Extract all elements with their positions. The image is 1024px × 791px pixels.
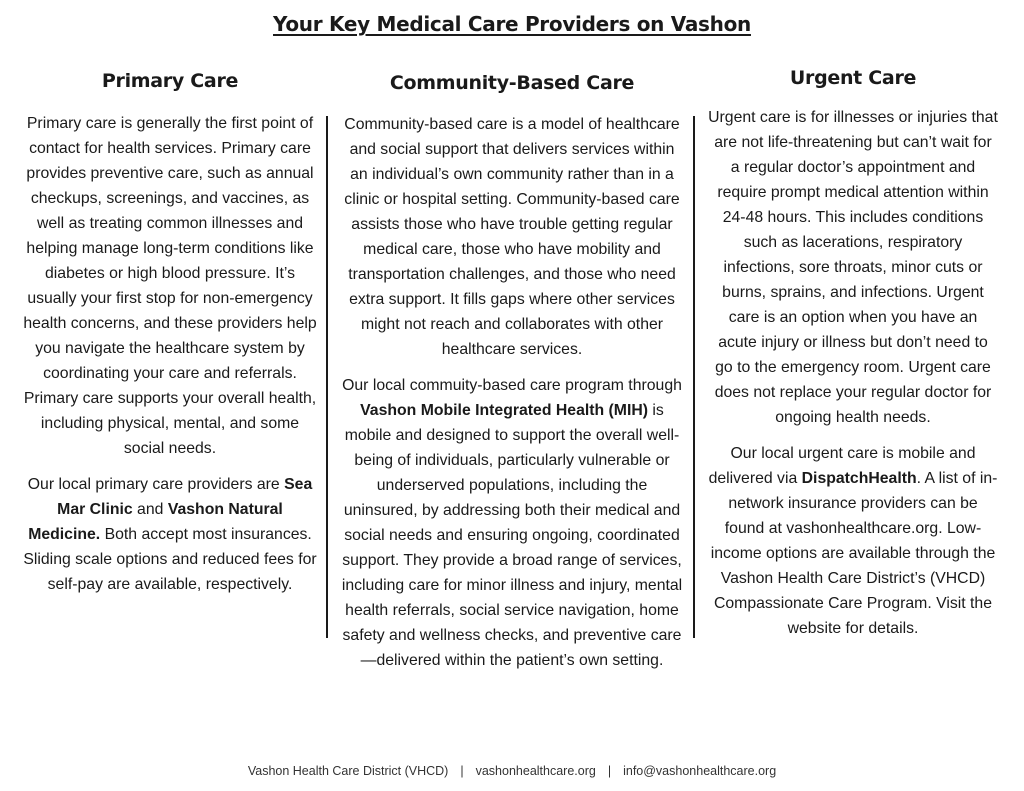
urgent-care-column: [708, 66, 998, 641]
community-care-heading: Community-Based Care: [389, 72, 635, 94]
community-care-local-program: [340, 373, 684, 673]
primary-care-heading: Primary Care: [101, 70, 239, 92]
program-vashon-mih: Vashon Mobile Integrated Health (MIH): [360, 402, 649, 419]
primary-care-description: Primary care is generally the first point of contact for health services. Primary care provides preventive care, such as annual checkups, screenings, and vaccines, as well as treating common illnesses and helping manage long-term conditions like diabetes or high blood pressure. It’s usually your first stop for non-emergency health concerns, and these providers help you navigate the healthcare system by coordinating your care and referrals. Primary care supports your overall health, including physical, mental, and some social needs.: [23, 115, 317, 457]
page-title: [0, 12, 1024, 36]
column-divider-right: [693, 116, 695, 638]
column-divider-left: [326, 116, 328, 638]
primary-care-and: and: [132, 501, 168, 518]
community-care-program-details: is mobile and designed to support the overall well-being of individuals, particularly vulnerable or underserved populations, including the uninsured, by addressing both their medical and social needs and ensuring ongoing, coordinated support. They provide a broad range of services, including care for minor illness and injury, mental health referrals, social service navigation, home safety and wellness checks, and preventive care—delivered within the patient’s own setting.: [341, 402, 683, 669]
primary-care-column: [22, 69, 318, 597]
page-footer: [0, 764, 1024, 778]
primary-care-local-providers: [22, 472, 318, 597]
urgent-care-heading: Urgent Care: [789, 67, 917, 89]
urgent-care-description: Urgent care is for illnesses or injuries that are not life-threatening but can’t wait for a regular doctor’s appointment and require prompt medical attention within 24-48 hours. This includes conditions such as lacerations, respiratory infections, sore throats, minor cuts or burns, sprains, and infections. Urgent care is an option when you have an acute injury or illness but don’t need to go to the emergency room. Urgent care does not replace your regular doctor for ongoing health needs.: [708, 109, 998, 426]
footer-org-name: Vashon Health Care District (VHCD): [247, 764, 449, 778]
footer-separator: |: [607, 764, 612, 778]
footer-email: info@vashonhealthcare.org: [623, 764, 777, 778]
page-title-text: Your Key Medical Care Providers on Vashon: [273, 12, 751, 36]
provider-vashon-natural-medicine: Vashon Natural Medicine.: [28, 501, 283, 543]
urgent-care-provider-details: . A list of in-network insurance providers can be found at vashonhealthcare.org. Low-income options are available through the Vashon Health Care District’s (VHCD) Compassionate Care Program. Visit the website for details.: [710, 470, 998, 637]
provider-sea-mar-clinic: Sea Mar Clinic: [57, 476, 313, 518]
provider-dispatchhealth: DispatchHealth: [801, 470, 917, 487]
footer-separator: |: [460, 764, 464, 778]
primary-care-local-intro: Our local primary care providers are: [27, 476, 285, 493]
urgent-care-local-provider: [708, 441, 998, 641]
primary-care-insurance-note: Both accept most insurances. Sliding scale options and reduced fees for self-pay are available, respectively.: [23, 526, 317, 593]
urgent-care-local-intro: Our local urgent care is mobile and delivered via: [708, 445, 976, 487]
community-care-local-intro: Our local commuity-based care program through: [342, 377, 682, 394]
footer-website: vashonhealthcare.org: [475, 764, 596, 778]
community-care-description: Community-based care is a model of healthcare and social support that delivers services within an individual’s own community rather than in a clinic or hospital setting. Community-based care assists those who have trouble getting regular medical care, those who have mobility and transportation challenges, and those who need extra support. It fills gaps where other services might not reach and collaborates with other healthcare services.: [344, 116, 680, 358]
community-care-column: [340, 71, 684, 673]
